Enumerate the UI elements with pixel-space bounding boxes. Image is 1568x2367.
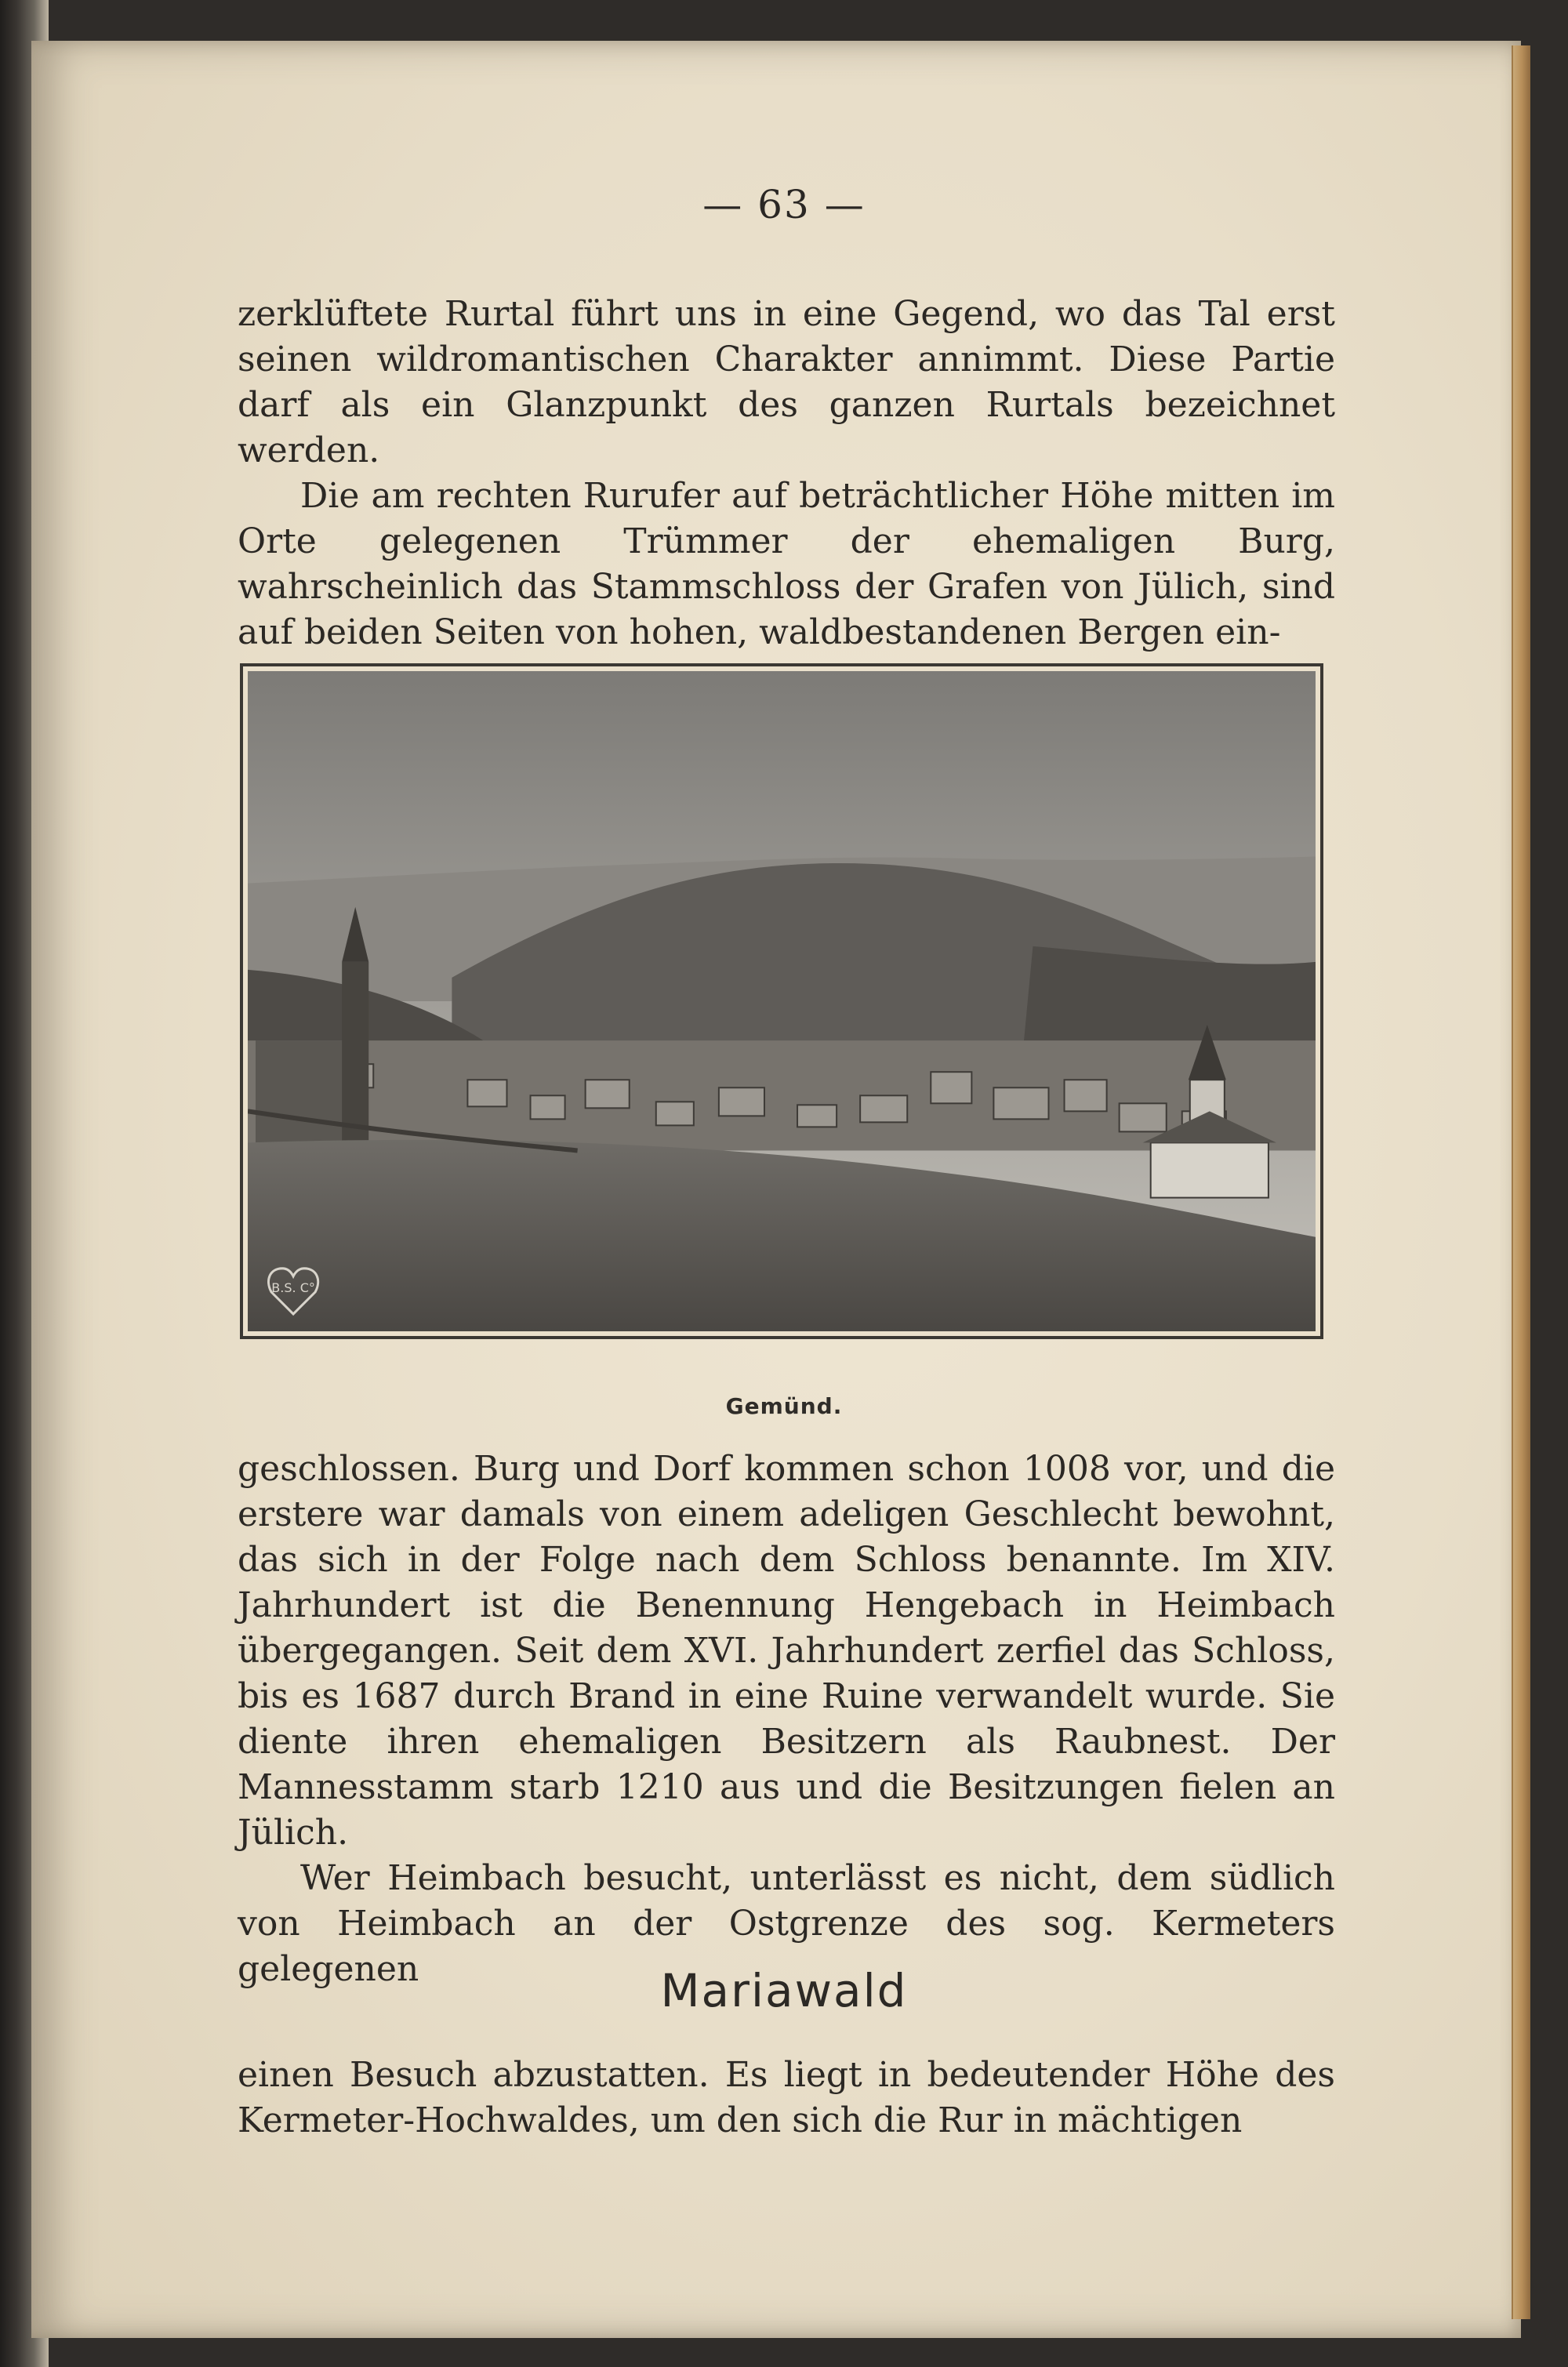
photo-gemuend <box>240 663 1323 1339</box>
paragraph: einen Besuch abzustatten. Es liegt in bedeutender Höhe des Kermeter-Hochwaldes, um den sich die Rur in mächtigen <box>238 2055 1335 2140</box>
text-block-end <box>238 2053 1335 2144</box>
landscape-photo <box>248 671 1316 1331</box>
text-block-top <box>238 292 1335 655</box>
publisher-mark-text: B.S. C° <box>271 1280 315 1295</box>
page-number: — 63 — <box>702 182 866 227</box>
paragraph: Die am rechten Rurufer auf beträchtlicher Höhe mitten im Orte gelegenen Trümmer der ehemaligen Burg, wahrscheinlich das Stammschloss der Grafen von Jülich, sind auf beiden Seiten von hohen, waldbestandenen Bergen ein- <box>238 476 1335 652</box>
paragraph: Wer Heimbach besucht, unterlässt es nicht, dem südlich von Heimbach an der Ostgrenze des sog. Kermeters gelegenen <box>238 1858 1335 1989</box>
figure-caption: Gemünd. <box>725 1393 843 1419</box>
section-heading: Mariawald <box>660 1964 908 2017</box>
paragraph: geschlossen. Burg und Dorf kommen schon 1008 vor, und die erstere war damals von einem adeligen Geschlecht bewohnt, das sich in der Folge nach dem Schloss benannte. Im XIV. Jahrhundert ist die Benennung Hengebach in Heimbach übergegangen. Seit dem XVI. Jahrhundert zerfiel das Schloss, bis es 1687 durch Brand in eine Ruine verwandelt wurde. Sie diente ihren ehemaligen Besitzern als Raubnest. Der Mannesstamm starb 1210 aus und die Besitzungen fielen an Jülich. <box>238 1449 1335 1853</box>
text-block-bottom <box>238 1447 1335 1992</box>
paragraph: zerklüftete Rurtal führt uns in eine Gegend, wo das Tal erst seinen wildromantischen Charakter annimmt. Diese Partie darf als ein Glanzpunkt des ganzen Rurtals bezeichnet werden. <box>238 294 1335 470</box>
